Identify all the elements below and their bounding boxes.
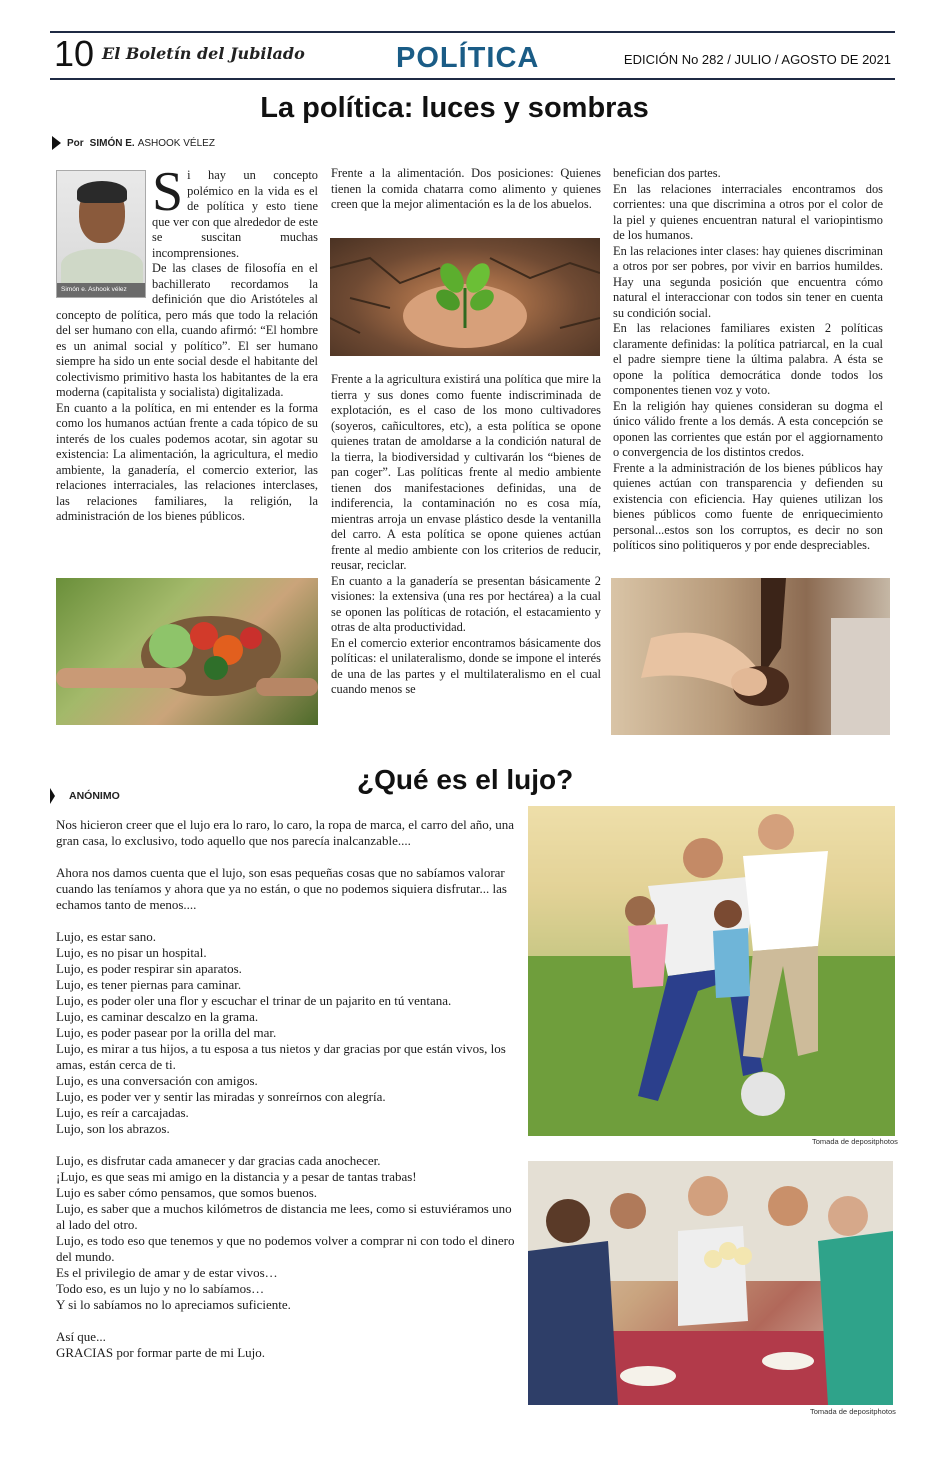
- list-item: Lujo, es poder oler una flor y escuchar el trinar de un pajarito en tú ventana.: [56, 993, 452, 1008]
- list-item: Es el privilegio de amar y de estar vivos…: [56, 1265, 278, 1280]
- list-item: Lujo es saber cómo pensamos, que somos buenos.: [56, 1185, 318, 1200]
- list-item: Lujo, es reír a carcajadas.: [56, 1105, 189, 1120]
- header-bottom-rule: [50, 78, 895, 80]
- list-item: Lujo, es poder ver y sentir las miradas y sonreírnos con alegría.: [56, 1089, 386, 1104]
- paragraph: En las relaciones familiares existen 2 políticas claramente definidas: la política patriarcal, en la cual el padre siempre tiene la última palabra. A ésta se opone la política democrática donde todos los componentes tienen voz y voto.: [613, 321, 883, 397]
- vegetables-photo: [56, 578, 318, 725]
- paragraph: Frente a la alimentación. Dos posiciones: Quienes tienen la comida chatarra como alimento y quienes creen que la mejor alimentación es la de los abuelos.: [331, 166, 601, 211]
- article-column-3: [613, 166, 883, 580]
- byline-marker-icon: [52, 136, 61, 150]
- paragraph: Frente a la agricultura existirá una política que mire la tierra y sus dones como fuente indiscriminada de explotación, es el caso de los mono cultivadores (soyeros, cañicultores, etc), a esta política se opone quienes tratan de amoldarse a la condición natural de la tierra, la biodiversidad y cultivarán los “bienes de pan coger”. Las políticas frente al medio ambiente tienen dos manifestaciones definidas, una de indiferencia, la contaminación no es cosa mía, mientras arroja un envase plástico desde la ventanilla del carro. A esta política se opone quienes actúan frente al medio ambiente con los criterios de reducir, reusar, reciclar.: [331, 372, 601, 572]
- byline-surname: ASHOOK VÉLEZ: [137, 137, 215, 149]
- author-photo-caption: Simón e. Ashook vélez: [57, 283, 145, 297]
- article2-byline: [50, 788, 120, 804]
- list-item: Lujo, es poder pasear por la orilla del mar.: [56, 1025, 277, 1040]
- list-item: Lujo, es caminar descalzo en la grama.: [56, 1009, 259, 1024]
- paragraph: En la religión hay quienes consideran su dogma el único válido frente a los demás. A esta concepción se oponen las corrientes que están por el aggiornamento o convergencia de los distintos credos.: [613, 398, 883, 459]
- list-item: Lujo, es tener piernas para caminar.: [56, 977, 242, 992]
- list-item: Lujo, es estar sano.: [56, 929, 157, 944]
- masthead: El Boletín del Jubilado: [102, 44, 305, 63]
- drop-cap: S: [152, 161, 184, 223]
- paragraph: En cuanto a la ganadería se presentan básicamente 2 visiones: la extensiva (una res por hectárea) a la cual se oponen las políticas de rotación, el estacamiento y otras de alta productividad.: [331, 573, 601, 634]
- list-item: Lujo, es no pisar un hospital.: [56, 945, 207, 960]
- photo-credit: Tomada de depositphotos: [810, 1407, 896, 1416]
- byline: [52, 136, 215, 150]
- list-item: Lujo, es disfrutar cada amanecer y dar gracias cada anochecer.: [56, 1153, 381, 1168]
- byline-name: SIMÓN E.: [89, 137, 135, 149]
- article-column-1: [56, 161, 318, 525]
- article-column-2-continued: [331, 372, 601, 698]
- article2-body: [56, 817, 516, 1361]
- list-item: Lujo, es todo eso que tenemos y que no podemos volver a comprar ni con todo el dinero del mundo.: [56, 1233, 515, 1264]
- plant-hands-photo: [330, 238, 600, 356]
- paragraph: En las relaciones interraciales encontramos dos corrientes: una que discrimina a otros por el color de la piel y quienes encuentran natural el variopintismo de los humanos.: [613, 181, 883, 242]
- author-photo: [56, 170, 146, 298]
- section-title: POLÍTICA: [396, 42, 540, 74]
- byline-marker-icon: [50, 788, 55, 804]
- paragraph: En cuanto a la política, en mi entender es la forma como los humanos actúan frente a cada tópico de su interés de los cuales podemos acotar, sin agotar su existencia: La alimentación, la agricultura, el medio ambiente, la ganadería, el comercio exterior, las relaciones interraciales, las relaciones interclases, las relaciones familiares, la religión, la administración de los bienes públicos.: [56, 400, 318, 523]
- edition-info: EDICIÓN No 282 / JULIO / AGOSTO DE 2021: [623, 52, 891, 67]
- paragraph: Nos hicieron creer que el lujo era lo raro, lo caro, la ropa de marca, el carro del año, una gran casa, lo exclusivo, todo aquello que nos parecía inalcanzable....: [56, 817, 515, 848]
- closing-line: Así que...: [56, 1329, 106, 1344]
- author-hair: [77, 181, 127, 203]
- paragraph: De las clases de filosofía en el bachillerato recordamos la definición que dio Aristóteles al concepto de política, pero más que todo la relación del ser humano con ella, cuando afirmó: “El hombre es un animal social y político”. El ser humano siempre ha sido un ente social desde el habitante del colectivismo primitivo hasta los habitantes de la era moderna (capitalista y socialista) digitalizada.: [56, 261, 318, 399]
- list-item: Lujo, son los abrazos.: [56, 1121, 170, 1136]
- byline-prefix: Por: [67, 137, 84, 149]
- paragraph: Frente a la administración de los bienes públicos hay quienes actúan con transparencia y defienden su existencia con eficiencia. Hay quienes utilizan los bienes públicos como fuente de enriquecimiento personal...estos son los corruptos, es decir no son políticos sino politiqueros y por ende despreciables.: [613, 460, 883, 552]
- holding-hands-photo: [611, 578, 890, 735]
- paragraph: benefician dos partes.: [613, 166, 721, 180]
- article-headline: La política: luces y sombras: [260, 92, 649, 124]
- paragraph: En las relaciones inter clases: hay quienes discriminan a otros por ser pobres, por vivir en barrios humildes. Hay una segunda posición que encuentra cómo natural el interaccionar con todos sin tener en cuenta su condición social.: [613, 243, 883, 320]
- list-item: Lujo, es saber que a muchos kilómetros de distancia me lees, como si estuviéramos uno al lado del otro.: [56, 1201, 512, 1232]
- friends-toast-photo: [528, 1161, 893, 1405]
- list-item: Lujo, es mirar a tus hijos, a tu esposa a tus nietos y dar gracias por que están vivos, los amas, están cerca de ti.: [56, 1041, 506, 1072]
- photo-credit: Tomada de depositphotos: [812, 1137, 898, 1146]
- closing-line: GRACIAS por formar parte de mi Lujo.: [56, 1345, 266, 1360]
- paragraph: Ahora nos damos cuenta que el lujo, son esas pequeñas cosas que no sabíamos valorar cuando las teníamos y ahora que ya no están, o que no podemos siquiera disfrutar... las echamos tanto de menos....: [56, 865, 507, 912]
- article2-author: ANÓNIMO: [69, 790, 120, 802]
- list-item: ¡Lujo, es que seas mi amigo en la distancia y a pesar de tantas trabas!: [56, 1169, 417, 1184]
- list-item: Lujo, es una conversación con amigos.: [56, 1073, 258, 1088]
- header-top-rule: [50, 31, 895, 33]
- article-column-2: [331, 166, 601, 213]
- article2-headline: ¿Qué es el lujo?: [357, 764, 574, 795]
- family-playing-photo: [528, 806, 895, 1136]
- paragraph: i hay un concepto polémico en la vida es el de política y esto tiene que ver con que alrededor de este se suscitan muchas incomprensiones.: [152, 168, 318, 260]
- page-number: 10: [54, 33, 95, 74]
- list-item: Y si lo sabíamos no lo apreciamos suficiente.: [56, 1297, 291, 1312]
- list-item: Todo eso, es un lujo y no lo sabíamos…: [56, 1281, 265, 1296]
- paragraph: En el comercio exterior encontramos básicamente dos políticas: el unilateralismo, donde se impone el interés de una de las partes y el multilateralismo en el cual cuando menos se: [331, 635, 601, 696]
- list-item: Lujo, es poder respirar sin aparatos.: [56, 961, 242, 976]
